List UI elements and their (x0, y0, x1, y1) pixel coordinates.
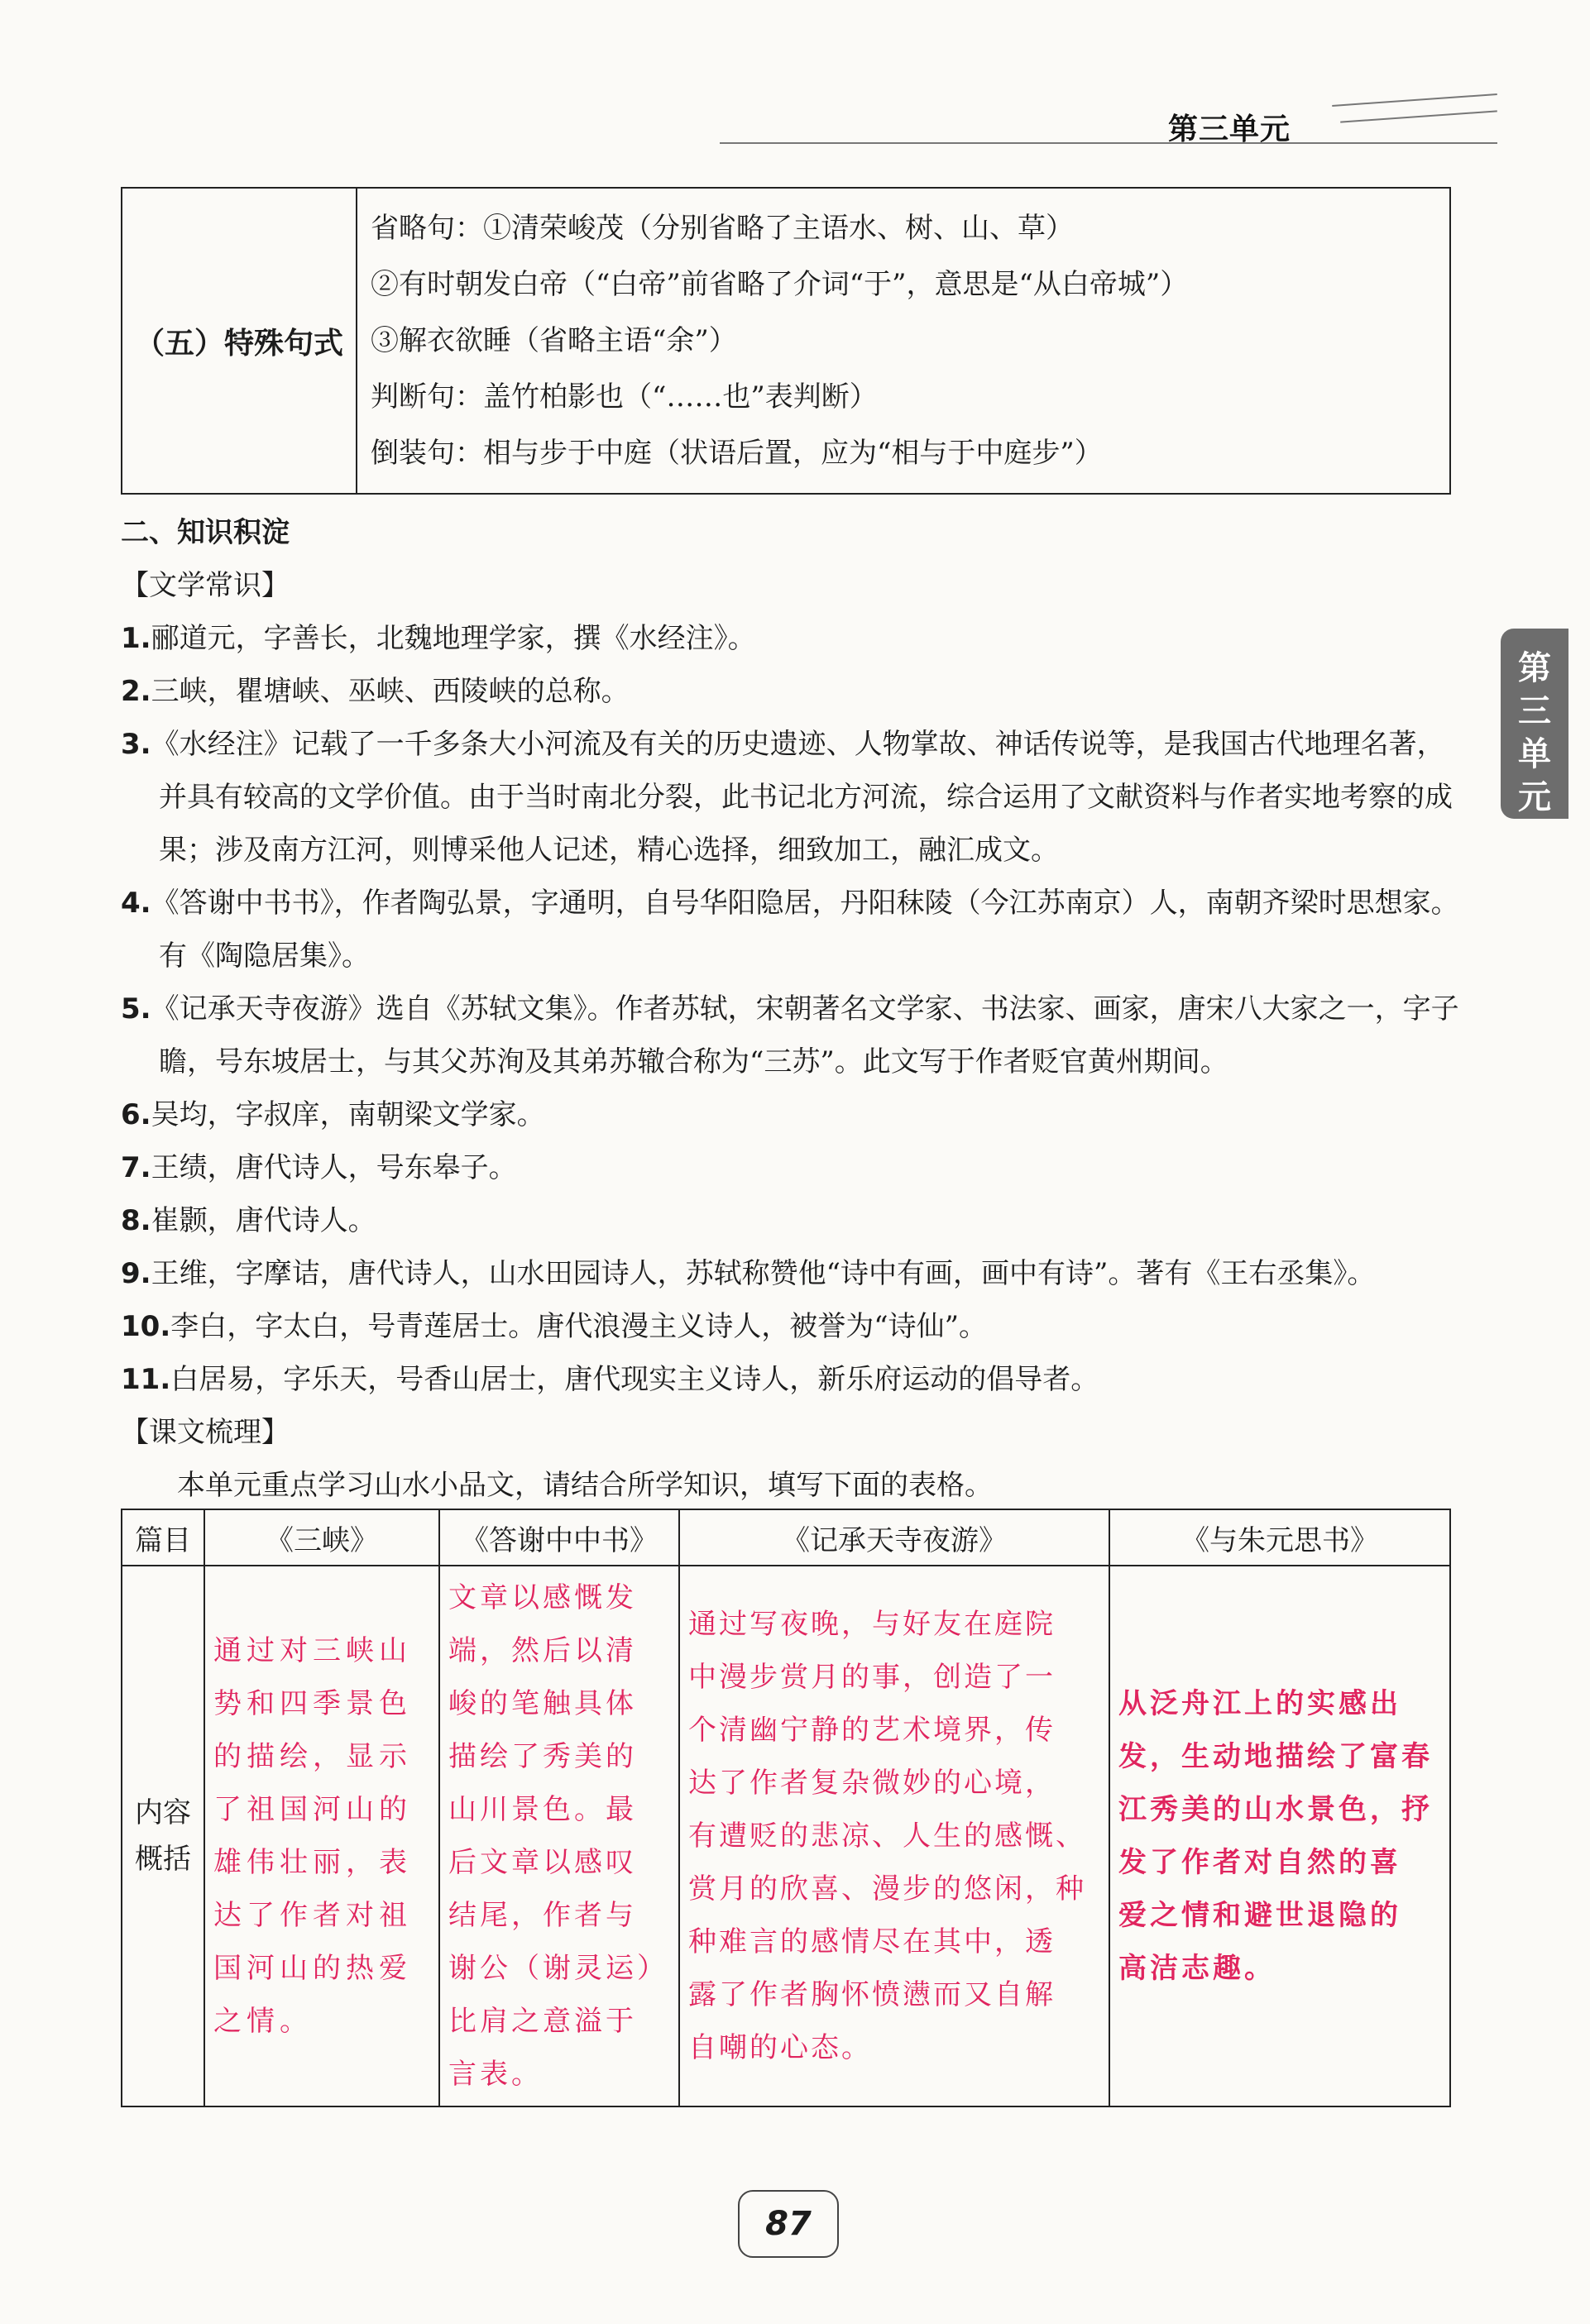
sentence-line: 倒装句：相与步于中庭（状语后置，应为“相与于中庭步”） (371, 437, 1103, 470)
side-tab-char: 元 (1518, 778, 1551, 816)
knowledge-item: 5.《记承天寺夜游》选自《苏轼文集》。作者苏轼，宋朝著名文学家、书法家、画家，唐宋八大家之一，字子瞻，号东坡居士，与其父苏洵及其弟苏辙合称为“三苏”。此文写于作者贬官黄州期间。 (121, 992, 1459, 1078)
header-rule-deco (1340, 110, 1497, 122)
review-heading: 【课文梳理】 (121, 1416, 290, 1449)
knowledge-item: 9.王维，字摩诘，唐代诗人，山水田园诗人，苏轼称赞他“诗中有画，画中有诗”。著有《王右丞集》。 (121, 1257, 1376, 1290)
knowledge-item: 8.崔颢，唐代诗人。 (121, 1204, 376, 1237)
sentence-line: ②有时朝发白帝（“白帝”前省略了介词“于”，意思是“从白帝城”） (371, 268, 1189, 301)
review-table (121, 1509, 1451, 2107)
special-sentence-label: （五）特殊句式 (122, 188, 357, 494)
knowledge-item: 7.王绩，唐代诗人，号东皋子。 (121, 1151, 517, 1184)
header-cell: 《与朱元思书》 (1109, 1509, 1450, 1566)
unit-title: 第三单元 (1168, 112, 1291, 146)
header-cell: 《三峡》 (204, 1509, 439, 1566)
answer-chengtiansi: 通过写夜晚，与好友在庭院 中漫步赏月的事，创造了一 个清幽宁静的艺术境界，传 达了作者复杂微妙的心境， 有遭贬的悲凉、人生的感慨、 赏月的欣喜、漫步的悠闲，种 种难言的感情尽在其中，透 露了作者胸怀愤懑而又自解 自嘲的心态。 (679, 1566, 1109, 2106)
sentence-line: 判断句：盖竹柏影也（“……也”表判断） (371, 380, 878, 414)
header-cell: 《答谢中中书》 (439, 1509, 679, 1566)
literary-heading: 【文学常识】 (121, 569, 290, 602)
side-tab-char: 单 (1518, 735, 1551, 773)
sentence-line: 省略句：①清荣峻茂（分别省略了主语水、树、山、草） (371, 212, 1074, 245)
unit-side-tab (1501, 629, 1568, 819)
knowledge-item: 4.《答谢中书书》，作者陶弘景，字通明，自号华阳隐居，丹阳秣陵（今江苏南京）人，南朝齐梁时思想家。有《陶隐居集》。 (121, 887, 1459, 973)
review-table-row (122, 1566, 1450, 2106)
answer-daxie: 文章以感慨发 端，然后以清 峻的笔触具体 描绘了秀美的 山川景色。最 后文章以感叹 结尾，作者与 谢公（谢灵运） 比肩之意溢于 言表。 (439, 1566, 679, 2106)
row-label: 内容 概括 (122, 1566, 204, 2106)
sentence-line: ③解衣欲睡（省略主语“余”） (371, 324, 737, 357)
knowledge-item: 11.白居易，字乐天，号香山居士，唐代现实主义诗人，新乐府运动的倡导者。 (121, 1363, 1099, 1396)
knowledge-item: 2.三峡，瞿塘峡、巫峡、西陵峡的总称。 (121, 675, 630, 708)
special-sentence-table (121, 187, 1451, 495)
review-intro: 本单元重点学习山水小品文，请结合所学知识，填写下面的表格。 (177, 1469, 993, 1502)
answer-zhuyuansi: 从泛舟江上的实感出 发，生动地描绘了富春 江秀美的山水景色，抒 发了作者对自然的喜 爱之情和避世退隐的 高洁志趣。 (1109, 1566, 1450, 2106)
knowledge-item: 10.李白，字太白，号青莲居士。唐代浪漫主义诗人，被誉为“诗仙”。 (121, 1310, 987, 1343)
header-rule-deco (1332, 93, 1497, 107)
knowledge-item: 3.《水经注》记载了一千多条大小河流及有关的历史遗迹、人物掌故、神话传说等，是我国古代地理名著，并具有较高的文学价值。由于当时南北分裂，此书记北方河流，综合运用了文献资料与作者实地考察的成果；涉及南方江河，则博采他人记述，精心选择，细致加工，融汇成文。 (121, 728, 1453, 867)
knowledge-item: 6.吴均，字叔庠，南朝梁文学家。 (121, 1098, 545, 1131)
section-title: 二、知识积淀 (121, 516, 290, 549)
header-cell: 篇目 (122, 1509, 204, 1566)
knowledge-item: 1.郦道元，字善长，北魏地理学家，撰《水经注》。 (121, 622, 756, 655)
special-sentence-content (357, 188, 1450, 494)
side-tab-char: 第 (1518, 649, 1551, 687)
knowledge-section (121, 506, 1461, 1512)
side-tab-char: 三 (1518, 692, 1551, 730)
header-cell: 《记承天寺夜游》 (679, 1509, 1109, 1566)
review-table-header (122, 1509, 1450, 1566)
page-number: 87 (738, 2190, 839, 2258)
answer-sanxia: 通过对三峡山 势和四季景色 的描绘，显示 了祖国河山的 雄伟壮丽，表 达了作者对祖 国河山的热爱 之情。 (204, 1566, 439, 2106)
header-rule (720, 142, 1497, 144)
